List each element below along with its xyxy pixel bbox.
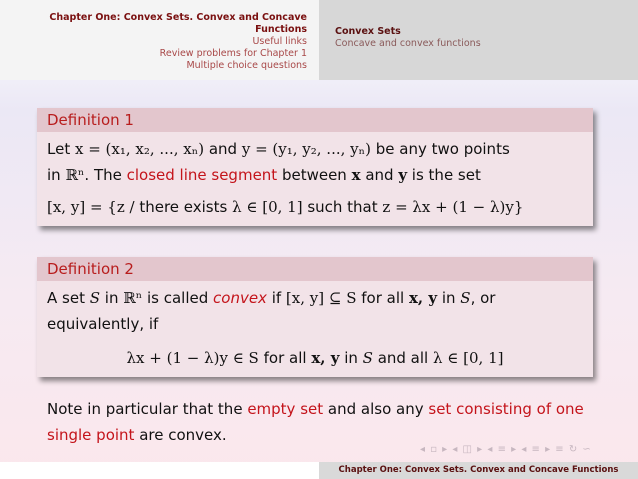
note-text-3: are convex. [134,426,227,444]
text-equivalently: equivalently, if [47,315,159,333]
math-x-y-2: x, y [311,349,340,367]
math-x-y: x, y [408,289,438,307]
nav-section-multiple-choice[interactable]: Multiple choice questions [186,60,307,71]
text-is-called: is called [142,289,214,307]
definition-1-formula [47,194,583,220]
nav-subsection-convex-sets[interactable]: Convex Sets [335,26,401,37]
definition-2-line-1 [47,285,583,311]
math-s-3: S [362,349,373,367]
math-lambda-range: λ ∈ [0, 1] [232,198,308,216]
math-convex-combination: λx + (1 − λ)y ∈ S [126,349,259,367]
term-single-point-set: set consisting of one single point [47,400,584,444]
subsection-navigation [319,0,638,80]
text-or: , or [470,289,496,307]
definition-1-title: Definition 1 [37,108,593,132]
text-let: Let [47,140,75,158]
nav-section-useful-links[interactable]: Useful links [252,36,307,47]
text-is-the-set: is the set [407,166,481,184]
definition-2-block [37,257,593,377]
math-segment-open: [x, y] = {z / [47,198,140,216]
math-subset: [x, y] ⊆ S [285,289,357,307]
text-such-that: such that [307,198,383,216]
math-x-vector: x = (x₁, x₂, ..., xₙ) [74,140,205,158]
definition-1-line-1 [47,136,583,162]
definition-1-body [37,132,593,226]
definition-2-formula [47,345,583,371]
math-s: S [89,289,101,307]
beamer-header [0,0,638,80]
definition-1-line-2 [47,162,583,188]
math-rn: ℝⁿ [65,166,85,184]
text-in-2: in [437,289,461,307]
note-text-2: and also any [323,400,429,418]
math-lambda-range: λ ∈ [0, 1] [432,349,504,367]
footer-title: Chapter One: Convex Sets. Convex and Concave Functions [319,462,638,479]
beamer-navigation-icons[interactable]: ◂ ▫ ▸ ◂ ◫ ▸ ◂ ≡ ▸ ◂ ≡ ▸ ≡ ↻ ∽ [420,444,592,455]
math-y-vector: y = (y₁, y₂, ..., yₙ) [241,140,371,158]
beamer-footer [0,462,638,479]
text-be-any: be any two points [370,140,510,158]
text-there-exists: there exists [139,198,233,216]
text-in-3: in [339,349,363,367]
nav-section-current[interactable]: Chapter One: Convex Sets. Convex and Concave Functions [49,12,307,35]
math-s-2: S [460,289,471,307]
math-y: y [398,166,408,184]
text-a-set: A set [47,289,90,307]
note-text-1: Note in particular that the [47,400,248,418]
term-closed-line-segment: closed line segment [126,166,278,184]
definition-2-line-2 [47,311,583,337]
footer-left-panel [0,462,319,479]
text-for-all: for all [356,289,409,307]
definition-2-body [37,281,593,377]
text-the: . The [84,166,127,184]
text-in: in [100,289,124,307]
term-convex: convex [213,289,267,307]
term-empty-set: empty set [247,400,324,418]
text-between: between [277,166,352,184]
note-paragraph [47,396,607,448]
text-in: in [47,166,66,184]
text-and-all: and all [372,349,433,367]
text-and: and [204,140,242,158]
definition-1-block [37,108,593,226]
text-and-2: and [360,166,399,184]
nav-section-review-problems[interactable]: Review problems for Chapter 1 [159,48,307,59]
definition-2-title: Definition 2 [37,257,593,281]
section-navigation [0,0,319,80]
math-x: x [351,166,361,184]
math-rn: ℝⁿ [123,289,143,307]
text-if: if [266,289,286,307]
math-segment-close: z = λx + (1 − λ)y} [382,198,524,216]
nav-subsection-concave-functions[interactable]: Concave and convex functions [335,38,481,49]
text-for-all-2: for all [258,349,312,367]
